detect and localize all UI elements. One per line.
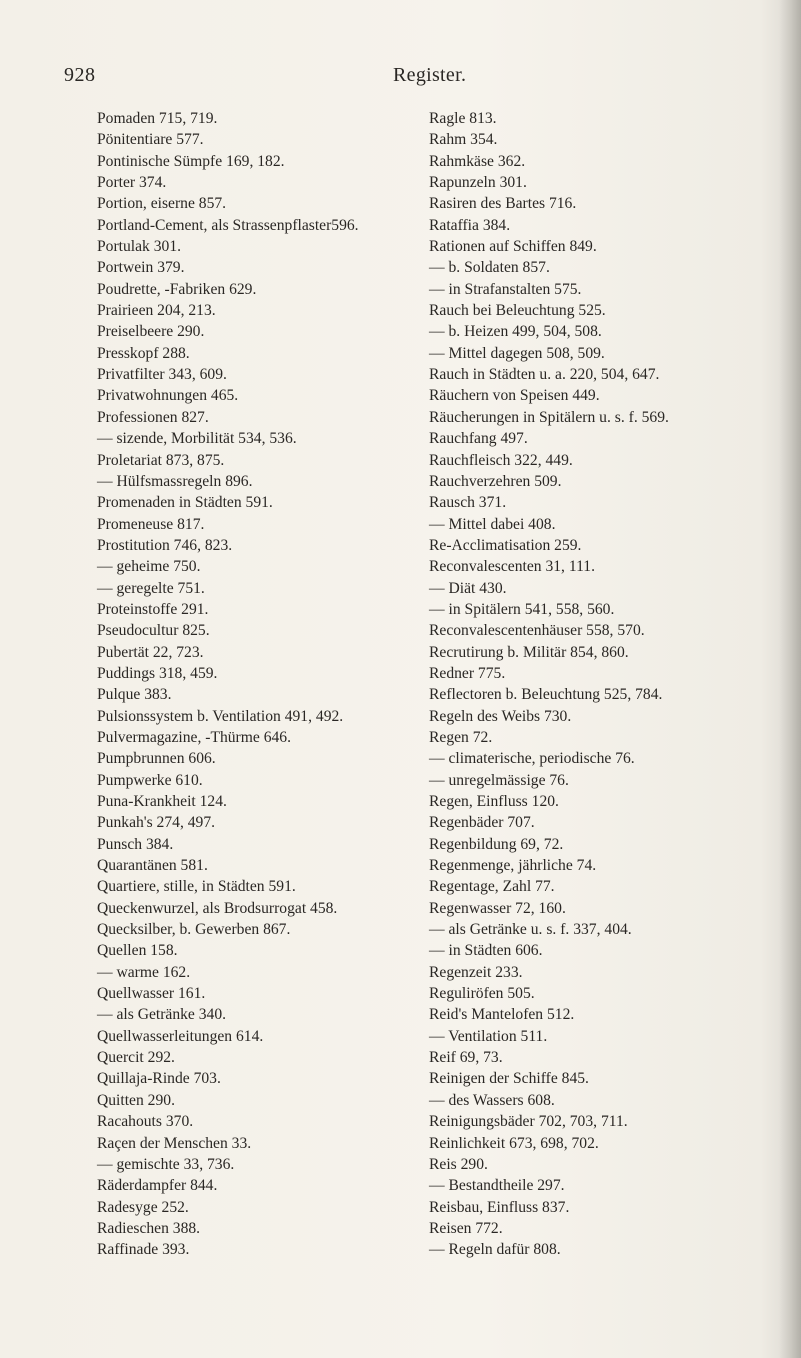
index-entry: — geregelte 751. [97,579,205,597]
index-entry: Reisbau, Einfluss 837. [429,1198,570,1216]
index-entry: Regeln des Weibs 730. [429,707,572,725]
index-entry: Regentage, Zahl 77. [429,878,555,896]
index-entry: Reflectoren b. Beleuchtung 525, 784. [429,686,663,704]
index-entry: Redner 775. [429,664,506,682]
index-entry: Reconvalescenten 31, 111. [429,558,595,576]
index-entry: — Mittel dagegen 508, 509. [429,344,605,362]
index-entry: Rationen auf Schiffen 849. [429,238,597,256]
index-entry: Pönitentiare 577. [97,131,204,149]
index-entry: Räucherungen in Spitälern u. s. f. 569. [429,408,669,426]
index-entry: Reis 290. [429,1155,488,1173]
index-entry: — des Wassers 608. [429,1091,555,1109]
index-entry: — climaterische, periodische 76. [429,750,635,768]
index-entry: — geheime 750. [97,558,201,576]
index-entry: Regenwasser 72, 160. [429,899,566,917]
index-entry: Rauch in Städten u. a. 220, 504, 647. [429,366,660,384]
index-entry: Rauchverzehren 509. [429,472,562,490]
index-entry: Portion, eiserne 857. [97,195,227,213]
index-entry: Portwein 379. [97,259,185,277]
index-entry: Prostitution 746, 823. [97,536,233,554]
index-entry: Raffinade 393. [97,1241,190,1259]
index-entry: Rauchfang 497. [429,430,528,448]
index-entry: Porter 374. [97,174,167,192]
index-entry: Pulvermagazine, -Thürme 646. [97,728,291,746]
index-entry: Ragle 813. [429,110,497,127]
index-entry: Reinigungsbäder 702, 703, 711. [429,1113,628,1131]
index-entry: Quercit 292. [97,1049,175,1067]
index-entry: Presskopf 288. [97,344,190,362]
index-entry: Punkah's 274, 497. [97,814,216,832]
index-entry: Raçen der Menschen 33. [97,1134,252,1152]
index-entry: Regenzeit 233. [429,963,523,981]
index-entry: Regen, Einfluss 120. [429,793,559,810]
index-entry: Puna-Krankheit 124. [97,793,227,810]
index-entry: — in Strafanstalten 575. [429,280,582,298]
index-entry: Reid's Mantelofen 512. [429,1006,575,1024]
index-entry: — Regeln dafür 808. [429,1241,561,1259]
index-entry: Racahouts 370. [97,1113,194,1131]
index-entry: Pulque 383. [97,686,172,704]
index-entry: — gemischte 33, 736. [97,1155,235,1173]
index-entry: — in Spitälern 541, 558, 560. [429,600,615,618]
index-entry: Pumpbrunnen 606. [97,750,216,768]
index-entry: Reif 69, 73. [429,1049,503,1067]
index-entry: Queckenwurzel, als Brodsurrogat 458. [97,899,338,917]
index-entry: — b. Soldaten 857. [429,259,550,277]
index-column-right [429,108,774,1261]
index-entry: Pulsionssystem b. Ventilation 491, 492. [97,707,344,725]
index-entry: Quillaja-Rinde 703. [97,1070,221,1088]
index-entry: Privatfilter 343, 609. [97,366,227,384]
index-entry: Regenmenge, jährliche 74. [429,857,597,875]
index-column-left [97,108,427,1261]
page-edge-shadow [779,0,801,1358]
index-entry: Regenbildung 69, 72. [429,835,564,853]
index-entry: Re-Acclimatisation 259. [429,536,582,554]
index-entry: — Ventilation 511. [429,1027,548,1045]
index-entry: Portland-Cement, als Strassenpflaster596. [97,216,359,234]
index-entry: Prairieen 204, 213. [97,302,216,320]
index-entry: Rauch bei Beleuchtung 525. [429,302,606,320]
index-entry: Pontinische Sümpfe 169, 182. [97,152,285,170]
index-entry: Reinlichkeit 673, 698, 702. [429,1134,599,1152]
index-entry: — als Getränke u. s. f. 337, 404. [429,921,632,939]
index-entry: Preiselbeere 290. [97,323,205,341]
index-entry: Poudrette, -Fabriken 629. [97,280,257,298]
index-entry: Reguliröfen 505. [429,985,535,1003]
index-entry: Pseudocultur 825. [97,622,210,640]
index-entry: Pubertät 22, 723. [97,643,204,661]
index-entry: Pumpwerke 610. [97,771,203,789]
index-entry: Reisen 772. [429,1219,503,1237]
index-entry: Regen 72. [429,728,493,746]
index-entry: — Diät 430. [429,579,507,597]
index-entry: Rahmkäse 362. [429,152,526,170]
index-entry: Räderdampfer 844. [97,1177,218,1195]
index-entry: Rahm 354. [429,131,498,149]
index-entry: Rauchfleisch 322, 449. [429,451,573,469]
index-entry: Quitten 290. [97,1091,175,1109]
index-entry: Privatwohnungen 465. [97,387,239,405]
index-entry: Rapunzeln 301. [429,174,527,192]
index-entry: Rataffia 384. [429,216,511,234]
index-entry: Promenaden in Städten 591. [97,494,273,512]
running-head: Register. [393,64,467,86]
index-entry: Promeneuse 817. [97,515,205,533]
page-number: 928 [64,64,96,86]
index-entry: Quellen 158. [97,942,178,960]
index-entry: — Mittel dabei 408. [429,515,556,533]
index-entry: — als Getränke 340. [97,1006,227,1024]
index-entry: Recrutirung b. Militär 854, 860. [429,643,629,661]
index-entry: — Bestandtheile 297. [429,1177,565,1195]
index-entry: Portulak 301. [97,238,182,256]
index-entry: Punsch 384. [97,835,174,853]
index-entry: Reinigen der Schiffe 845. [429,1070,589,1088]
index-entry: Radesyge 252. [97,1198,189,1216]
index-entry: Quellwasserleitungen 614. [97,1027,264,1045]
index-entry: Radieschen 388. [97,1219,201,1237]
index-entry: Reconvalescentenhäuser 558, 570. [429,622,645,640]
index-entry: Professionen 827. [97,408,209,426]
index-entry: Proletariat 873, 875. [97,451,225,469]
index-entry: Quarantänen 581. [97,857,208,875]
index-entry: Quecksilber, b. Gewerben 867. [97,921,291,939]
index-entry: — Hülfsmassregeln 896. [97,472,253,490]
index-entry: Quellwasser 161. [97,985,206,1003]
index-entry: — sizende, Morbilität 534, 536. [97,430,297,448]
index-entry: — warme 162. [97,963,191,981]
index-entry: Pomaden 715, 719. [97,110,218,127]
page-header [0,64,801,94]
index-entry: Rausch 371. [429,494,507,512]
index-entry: Regenbäder 707. [429,814,535,832]
index-entry: — b. Heizen 499, 504, 508. [429,323,602,341]
index-entry: — unregelmässige 76. [429,771,569,789]
index-entry: Rasiren des Bartes 716. [429,195,577,213]
index-entry: Quartiere, stille, in Städten 591. [97,878,296,896]
index-entry: Räuchern von Speisen 449. [429,387,600,405]
index-entry: — in Städten 606. [429,942,543,960]
index-entry: Puddings 318, 459. [97,664,218,682]
index-entry: Proteinstoffe 291. [97,600,209,618]
